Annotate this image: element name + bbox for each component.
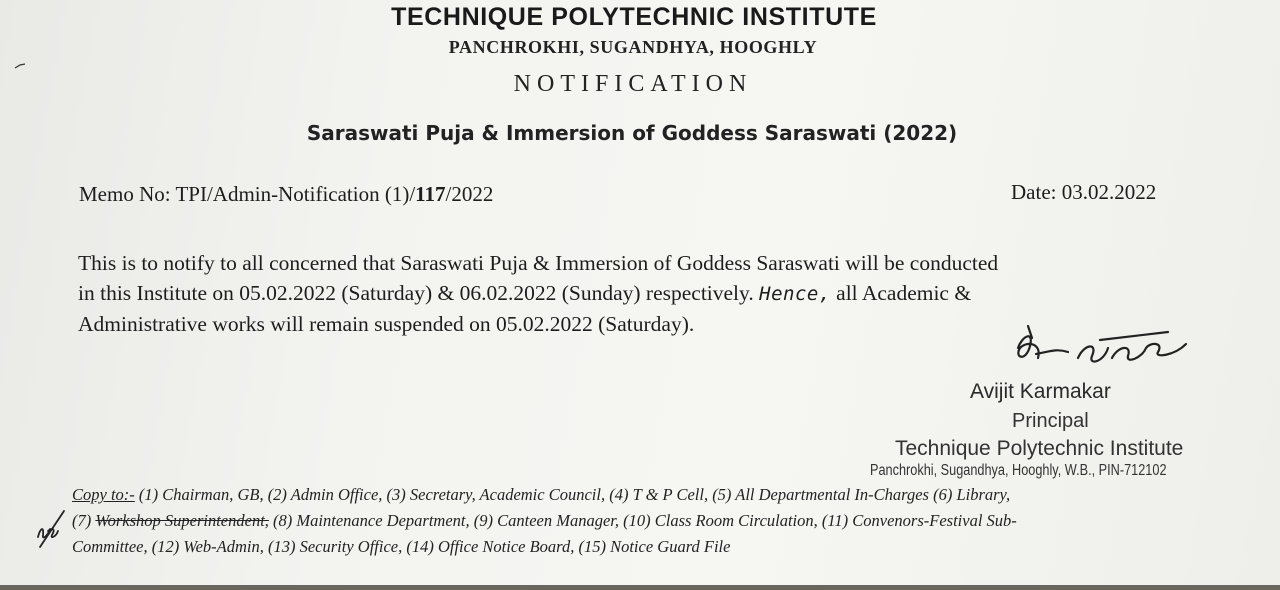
- copy-to-line-2-start: (7): [72, 511, 96, 530]
- memo-number: [79, 182, 493, 207]
- notification-subject: Saraswati Puja & Immersion of Goddess Saraswati (2022): [306, 121, 958, 145]
- copy-to-line-2: [72, 508, 1212, 534]
- body-line-3: Administrative works will remain suspended on 05.02.2022 (Saturday).: [78, 312, 695, 336]
- page-bottom-edge: [0, 585, 1280, 590]
- handwritten-signature: [1008, 318, 1198, 380]
- body-line-2-text: in this Institute on 05.02.2022 (Saturday) & 06.02.2022 (Sunday) respectively.: [78, 281, 760, 305]
- struck-out-recipient: Workshop Superintendent,: [95, 511, 269, 530]
- signatory-title: Principal: [1012, 410, 1089, 432]
- copy-to-list: [72, 482, 1212, 560]
- memo-prefix: Memo No: TPI/Admin-Notification (1)/: [79, 182, 416, 206]
- copy-to-line-2-text: (8) Maintenance Department, (9) Canteen Manager, (10) Class Room Circulation, (11) Convenors-Festival Sub-: [268, 511, 1017, 530]
- memo-suffix: /2022: [445, 182, 494, 206]
- body-line-2-end: all Academic &: [830, 281, 972, 305]
- copy-to-label: Copy to:-: [72, 485, 135, 504]
- signatory-institute: Technique Polytechnic Institute: [895, 437, 1184, 460]
- handwritten-correction: Hence,: [759, 283, 831, 305]
- handwritten-margin-mark: [34, 507, 66, 551]
- institute-address: PANCHROKHI, SUGANDHYA, HOOGHLY: [448, 37, 818, 57]
- body-line-2: [78, 278, 1198, 309]
- institute-name: TECHNIQUE POLYTECHNIC INSTITUTE: [391, 3, 877, 31]
- memo-serial: 117: [415, 182, 446, 206]
- body-line-1: This is to notify to all concerned that Saraswati Puja & Immersion of Goddess Saraswati will be conducted: [78, 251, 999, 275]
- margin-tick-mark: [14, 62, 26, 70]
- copy-to-line-1-text: (1) Chairman, GB, (2) Admin Office, (3) Secretary, Academic Council, (4) T & P Cell, (5) All Departmental In-Charges (6) Library,: [134, 485, 1011, 504]
- copy-to-line-3: Committee, (12) Web-Admin, (13) Security Office, (14) Office Notice Board, (15) Notice Guard File: [72, 537, 731, 556]
- signatory-name: Avijit Karmakar: [970, 380, 1111, 403]
- memo-date: Date: 03.02.2022: [1011, 180, 1157, 204]
- signatory-address: Panchrokhi, Sugandhya, Hooghly, W.B., PIN-712102: [870, 462, 1167, 479]
- notification-heading: NOTIFICATION: [513, 71, 753, 97]
- copy-to-line-1: [72, 482, 1212, 508]
